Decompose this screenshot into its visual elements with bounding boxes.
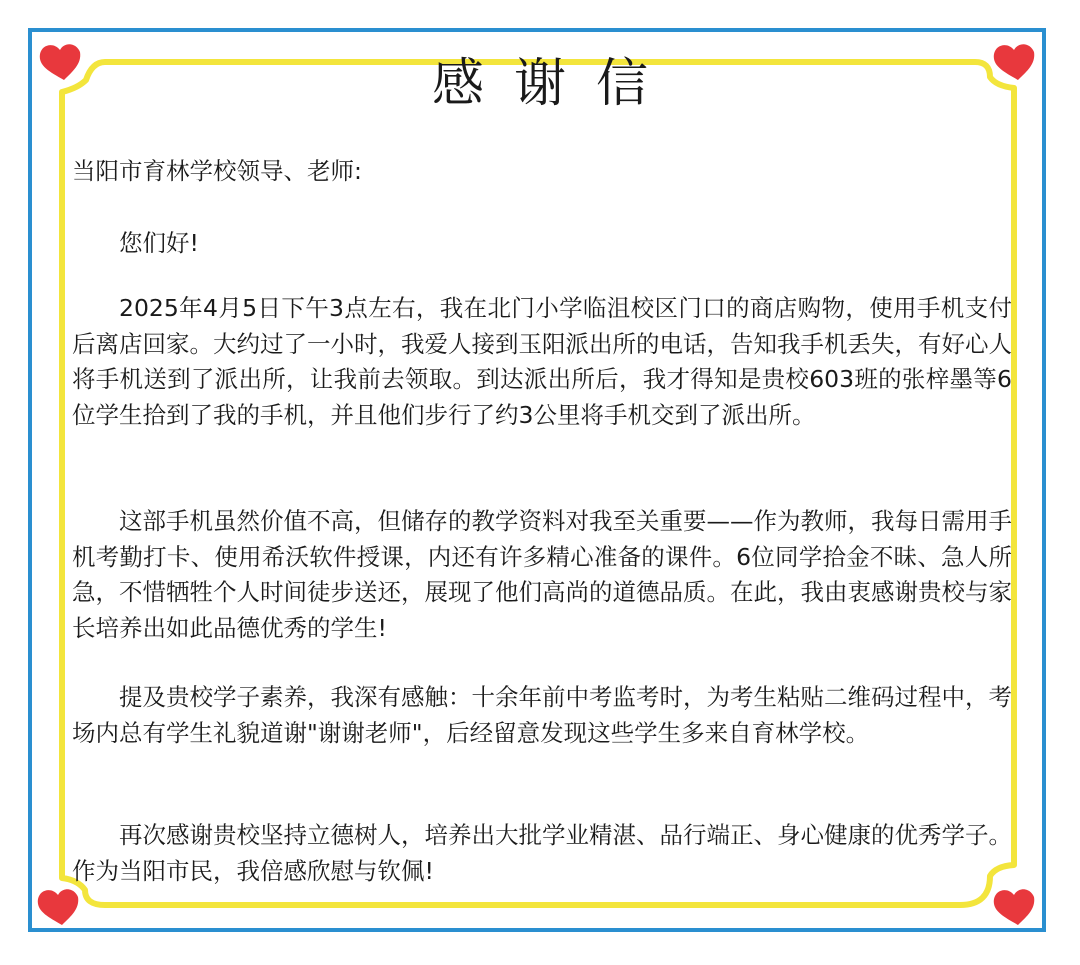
letter-title: 感谢信	[431, 54, 678, 114]
letter-paragraph: 2025年4月5日下午3点左右，我在北门小学临沮校区门口的商店购物，使用手机支付后离店回家。大约过了一小时，我爱人接到玉阳派出所的电话，告知我手机丢失，有好心人将手机送到了派出所，让我前去领取。到达派出所后，我才得知是贵校603班的张梓墨等6位学生拾到了我的手机，并且他们步行了约3公里将手机交到了派出所。	[72, 294, 1012, 429]
letter-salutation: 当阳市育林学校领导、老师:	[72, 157, 362, 185]
letter-paragraph: 再次感谢贵校坚持立德树人，培养出大批学业精湛、品行端正、身心健康的优秀学子。作为当阳市民，我倍感欣慰与钦佩!	[72, 821, 1012, 885]
letter-paragraph: 提及贵校学子素养，我深有感触：十余年前中考监考时，为考生粘贴二维码过程中，考场内总有学生礼貌道谢"谢谢老师"，后经留意发现这些学生多来自育林学校。	[72, 683, 1012, 747]
letter-greeting: 您们好!	[119, 229, 199, 257]
letter-paragraph: 这部手机虽然价值不高，但储存的教学资料对我至关重要——作为教师，我每日需用手机考勤打卡、使用希沃软件授课，内还有许多精心准备的课件。6位同学拾金不昧、急人所急，不惜牺牲个人时间徒步送还，展现了他们高尚的道德品质。在此，我由衷感谢贵校与家长培养出如此品德优秀的学生!	[72, 507, 1012, 642]
